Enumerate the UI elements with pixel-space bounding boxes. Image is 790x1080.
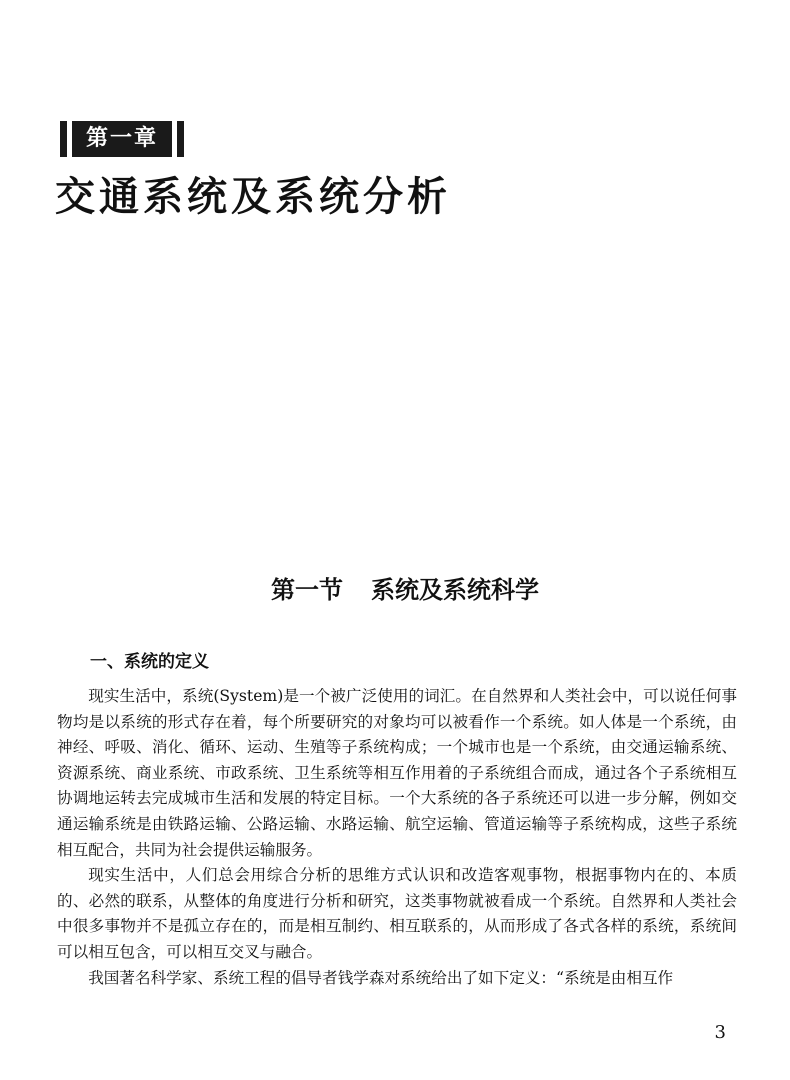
chapter-label-left-bar bbox=[60, 121, 67, 157]
subsection-heading: 一、系统的定义 bbox=[90, 652, 209, 672]
paragraph-1: 现实生活中，系统(System)是一个被广泛使用的词汇。在自然界和人类社会中，可以说任何事物均是以系统的形式存在着，每个所要研究的对象均可以被看作一个系统。如人体是一个系统，由神经、呼吸、消化、循环、运动、生殖等子系统构成；一个城市也是一个系统，由交通运输系统、资源系统、商业系统、市政系统、卫生系统等相互作用着的子系统组合而成，通过各个子系统相互协调地运转去完成城市生活和发展的特定目标。一个大系统的各子系统还可以进一步分解，例如交通运输系统是由铁路运输、公路运输、水路运输、航空运输、管道运输等子系统构成，这些子系统相互配合，共同为社会提供运输服务。 bbox=[57, 687, 737, 859]
section-title bbox=[0, 572, 790, 608]
page-number: 3 bbox=[714, 1022, 726, 1043]
chapter-label-right-bar bbox=[177, 121, 184, 157]
chapter-title: 交通系统及系统分析 bbox=[55, 174, 451, 220]
section-number: 第一节 bbox=[271, 575, 343, 604]
chapter-label: 第一章 bbox=[72, 121, 172, 157]
paragraph-2: 现实生活中，人们总会用综合分析的思维方式认识和改造客观事物，根据事物内在的、本质的、必然的联系，从整体的角度进行分析和研究，这类事物就被看成一个系统。自然界和人类社会中很多事物并不是孤立存在的，而是相互制约、相互联系的，从而形成了各式各样的系统，系统间可以相互包含，可以相互交叉与融合。 bbox=[57, 866, 737, 961]
paragraph-3: 我国著名科学家、系统工程的倡导者钱学森对系统给出了如下定义：“系统是由相互作 bbox=[88, 968, 674, 987]
section-title-text: 系统及系统科学 bbox=[371, 575, 539, 604]
body-text bbox=[57, 684, 737, 991]
chapter-label-block bbox=[60, 121, 184, 157]
